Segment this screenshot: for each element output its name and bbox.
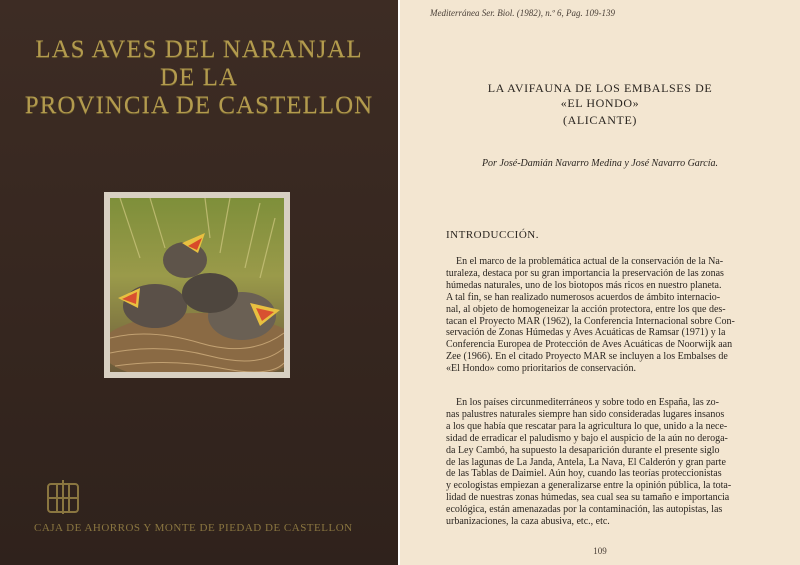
article-authors: Por José-Damián Navarro Medina y José Navarro García. (481, 158, 719, 169)
publisher-logo (46, 478, 80, 516)
cover-publisher: CAJA DE AHORROS Y MONTE DE PIEDAD DE CASTELLON (34, 522, 353, 534)
paragraph-1 (446, 256, 778, 375)
article-title-line-1: LA AVIFAUNA DE LOS EMBALSES DE (487, 81, 713, 95)
article-page (400, 0, 800, 565)
text-line: turaleza, destaca por su gran importancia la preservación de las zonas (446, 267, 724, 279)
text-line: servación de Zonas Húmedas y Aves Acuáticas de Ramsar (1971) y la (446, 327, 726, 339)
cover-title-line-1: LAS AVES DEL NARANJAL (35, 36, 363, 63)
text-line: urbanizaciones, la caza abusiva, etc., etc. (446, 516, 610, 528)
text-line: Zee (1966). En el citado Proyecto MAR se incluyen a los Embalses de (446, 351, 728, 363)
bird-chicks-photo (110, 198, 284, 372)
text-line: húmedas naturales, uno de los biotopos más ricos en nuestro planeta. (446, 279, 722, 291)
text-line: sidad de erradicar el paludismo y bajo el auspicio de la aún no deroga- (446, 432, 728, 444)
text-line: tacan el Proyecto MAR (1962), la Conferencia Internacional sobre Con- (446, 315, 735, 327)
text-line: a los que había que rescatar para la agricultura lo que, unido a la nece- (446, 420, 728, 432)
cover-title-line-3: PROVINCIA DE CASTELLON (24, 92, 374, 119)
text-line: nas palustres naturales siempre han sido consideradas lugares insanos (446, 408, 725, 420)
text-line: «El Hondo» como prioritarios de conservación. (446, 363, 636, 375)
page-number: 109 (593, 546, 607, 556)
section-heading: INTRODUCCIÓN. (446, 229, 539, 241)
text-line: lidad de nuestras zonas húmedas, sea cual sea su tamaño e importancia (446, 492, 730, 504)
text-line: A tal fin, se han realizado numerosos acuerdos de ámbito internacio- (446, 291, 721, 303)
text-line: y ecologistas empiezan a generalizarse entre la opinión pública, la tota- (446, 480, 732, 492)
text-line: En el marco de la problemática actual de la conservación de la Na- (456, 256, 724, 267)
article-title-line-3: (ALICANTE) (563, 113, 637, 127)
book-cover (0, 0, 398, 565)
text-line: Conferencia Europea de Protección de Aves Acuáticas de Noorwijk aan (446, 339, 733, 351)
cover-title-line-2: DE LA (160, 64, 238, 91)
text-line: nal, al objeto de homogeneizar la acción protectora, entre los que des- (446, 303, 726, 315)
text-line: En los países circunmediterráneos y sobre todo en España, las zo- (456, 397, 719, 408)
text-line: de las Tablas de Daimiel. Aún hoy, cuando las teorías proteccionistas (446, 468, 722, 480)
paragraph-2 (446, 397, 778, 528)
article-title-line-2: «EL HONDO» (560, 96, 640, 110)
running-head: Mediterránea Ser. Biol. (1982), n.º 6, Pag. 109-139 (430, 8, 616, 18)
text-line: da Ley Cambó, ha supuesto la desaparición durante el presente siglo (446, 444, 720, 456)
cover-photo-frame (104, 192, 290, 378)
text-line: de las lagunas de La Janda, Antela, La Nava, El Calderón y gran parte (446, 456, 726, 468)
text-line: ecológica, están amenazadas por la contaminación, las autopistas, las (446, 504, 723, 516)
